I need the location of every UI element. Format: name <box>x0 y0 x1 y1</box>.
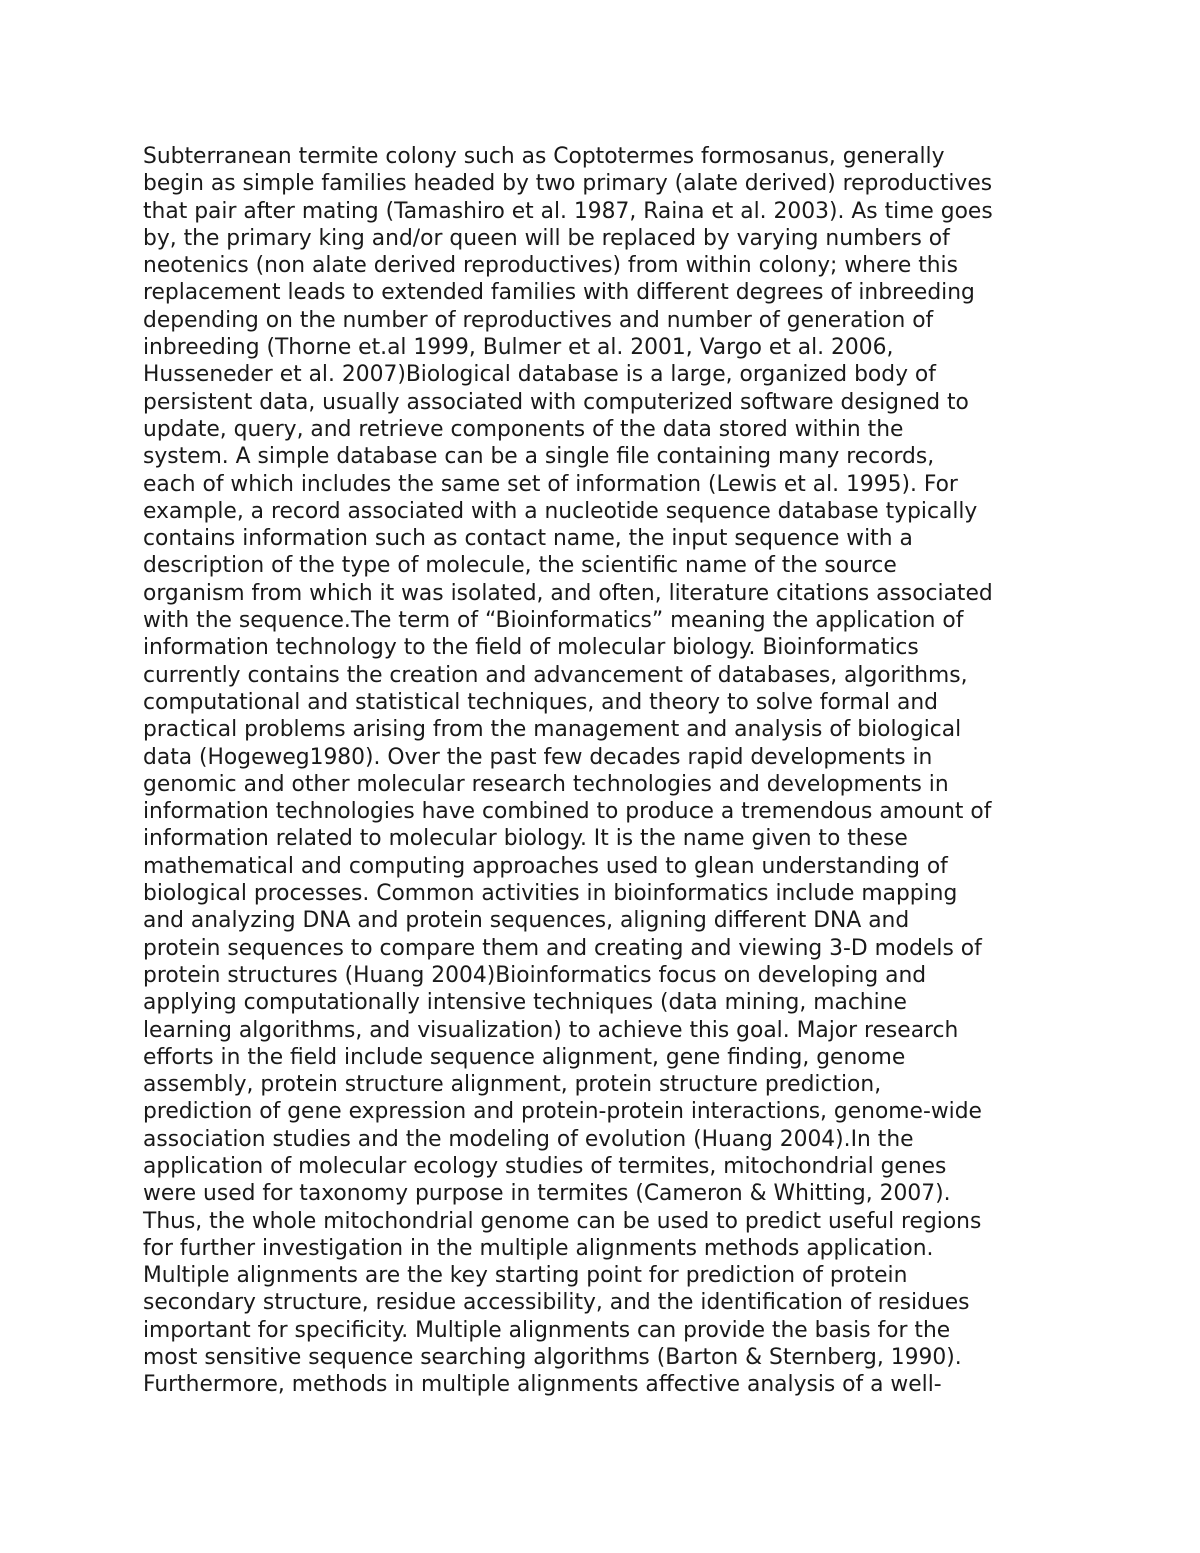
text-line: association studies and the modeling of evolution (Huang 2004).In the <box>143 1126 914 1152</box>
text-line: each of which includes the same set of information (Lewis et al. 1995). For <box>143 471 958 497</box>
text-line: important for specificity. Multiple alignments can provide the basis for the <box>143 1317 951 1343</box>
text-line: neotenics (non alate derived reproductives) from within colony; where this <box>143 253 958 279</box>
text-line: data (Hogeweg1980). Over the past few decades rapid developments in <box>143 744 933 770</box>
text-line: example, a record associated with a nucleotide sequence database typically <box>143 498 978 524</box>
text-line: that pair after mating (Tamashiro et al. 1987, Raina et al. 2003). As time goes <box>143 198 993 224</box>
text-line: Husseneder et al. 2007)Biological database is a large, organized body of <box>143 362 936 388</box>
text-line: most sensitive sequence searching algorithms (Barton & Sternberg, 1990). <box>143 1345 962 1371</box>
text-line: information related to molecular biology. It is the name given to these <box>143 826 908 852</box>
text-line: practical problems arising from the management and analysis of biological <box>143 717 962 743</box>
text-line: begin as simple families headed by two primary (alate derived) reproductives <box>143 171 993 197</box>
text-line: assembly, protein structure alignment, protein structure prediction, <box>143 1072 882 1098</box>
text-line: contains information such as contact name, the input sequence with a <box>143 526 913 552</box>
text-line: biological processes. Common activities in bioinformatics include mapping <box>143 881 958 907</box>
text-line: system. A simple database can be a single file containing many records, <box>143 444 935 470</box>
text-line: Thus, the whole mitochondrial genome can be used to predict useful regions <box>143 1208 982 1234</box>
text-line: organism from which it was isolated, and often, literature citations associated <box>143 580 993 606</box>
text-line: efforts in the field include sequence alignment, gene finding, genome <box>143 1044 906 1070</box>
text-line: genomic and other molecular research technologies and developments in <box>143 771 949 797</box>
text-line: were used for taxonomy purpose in termites (Cameron & Whitting, 2007). <box>143 1181 951 1207</box>
text-line: persistent data, usually associated with computerized software designed to <box>143 389 969 415</box>
text-line: for further investigation in the multiple alignments methods application. <box>143 1235 934 1261</box>
text-line: applying computationally intensive techniques (data mining, machine <box>143 990 907 1016</box>
text-line: learning algorithms, and visualization) to achieve this goal. Major research <box>143 1017 959 1043</box>
text-line: description of the type of molecule, the scientific name of the source <box>143 553 897 579</box>
text-line: Subterranean termite colony such as Coptotermes formosanus, generally <box>143 144 945 169</box>
text-line: Furthermore, methods in multiple alignments affective analysis of a well- <box>143 1372 942 1398</box>
text-line: currently contains the creation and advancement of databases, algorithms, <box>143 662 968 688</box>
body-paragraph <box>143 143 1083 1399</box>
text-line: computational and statistical techniques, and theory to solve formal and <box>143 689 938 715</box>
text-line: information technology to the field of molecular biology. Bioinformatics <box>143 635 919 661</box>
text-line: and analyzing DNA and protein sequences, aligning different DNA and <box>143 908 910 934</box>
text-line: update, query, and retrieve components of the data stored within the <box>143 416 904 442</box>
text-line: with the sequence.The term of “Bioinformatics” meaning the application of <box>143 608 964 634</box>
text-line: by, the primary king and/or queen will be replaced by varying numbers of <box>143 225 950 251</box>
text-line: inbreeding (Thorne et.al 1999, Bulmer et al. 2001, Vargo et al. 2006, <box>143 335 894 361</box>
text-line: depending on the number of reproductives and number of generation of <box>143 307 934 333</box>
text-line: information technologies have combined to produce a tremendous amount of <box>143 799 992 825</box>
text-line: secondary structure, residue accessibility, and the identification of residues <box>143 1290 970 1316</box>
text-line: protein sequences to compare them and creating and viewing 3-D models of <box>143 935 982 961</box>
text-line: replacement leads to extended families with different degrees of inbreeding <box>143 280 975 306</box>
text-line: application of molecular ecology studies of termites, mitochondrial genes <box>143 1153 947 1179</box>
text-line: prediction of gene expression and protein-protein interactions, genome-wide <box>143 1099 982 1125</box>
text-line: protein structures (Huang 2004)Bioinformatics focus on developing and <box>143 962 927 988</box>
text-line: Multiple alignments are the key starting point for prediction of protein <box>143 1263 908 1289</box>
text-line: mathematical and computing approaches used to glean understanding of <box>143 853 948 879</box>
